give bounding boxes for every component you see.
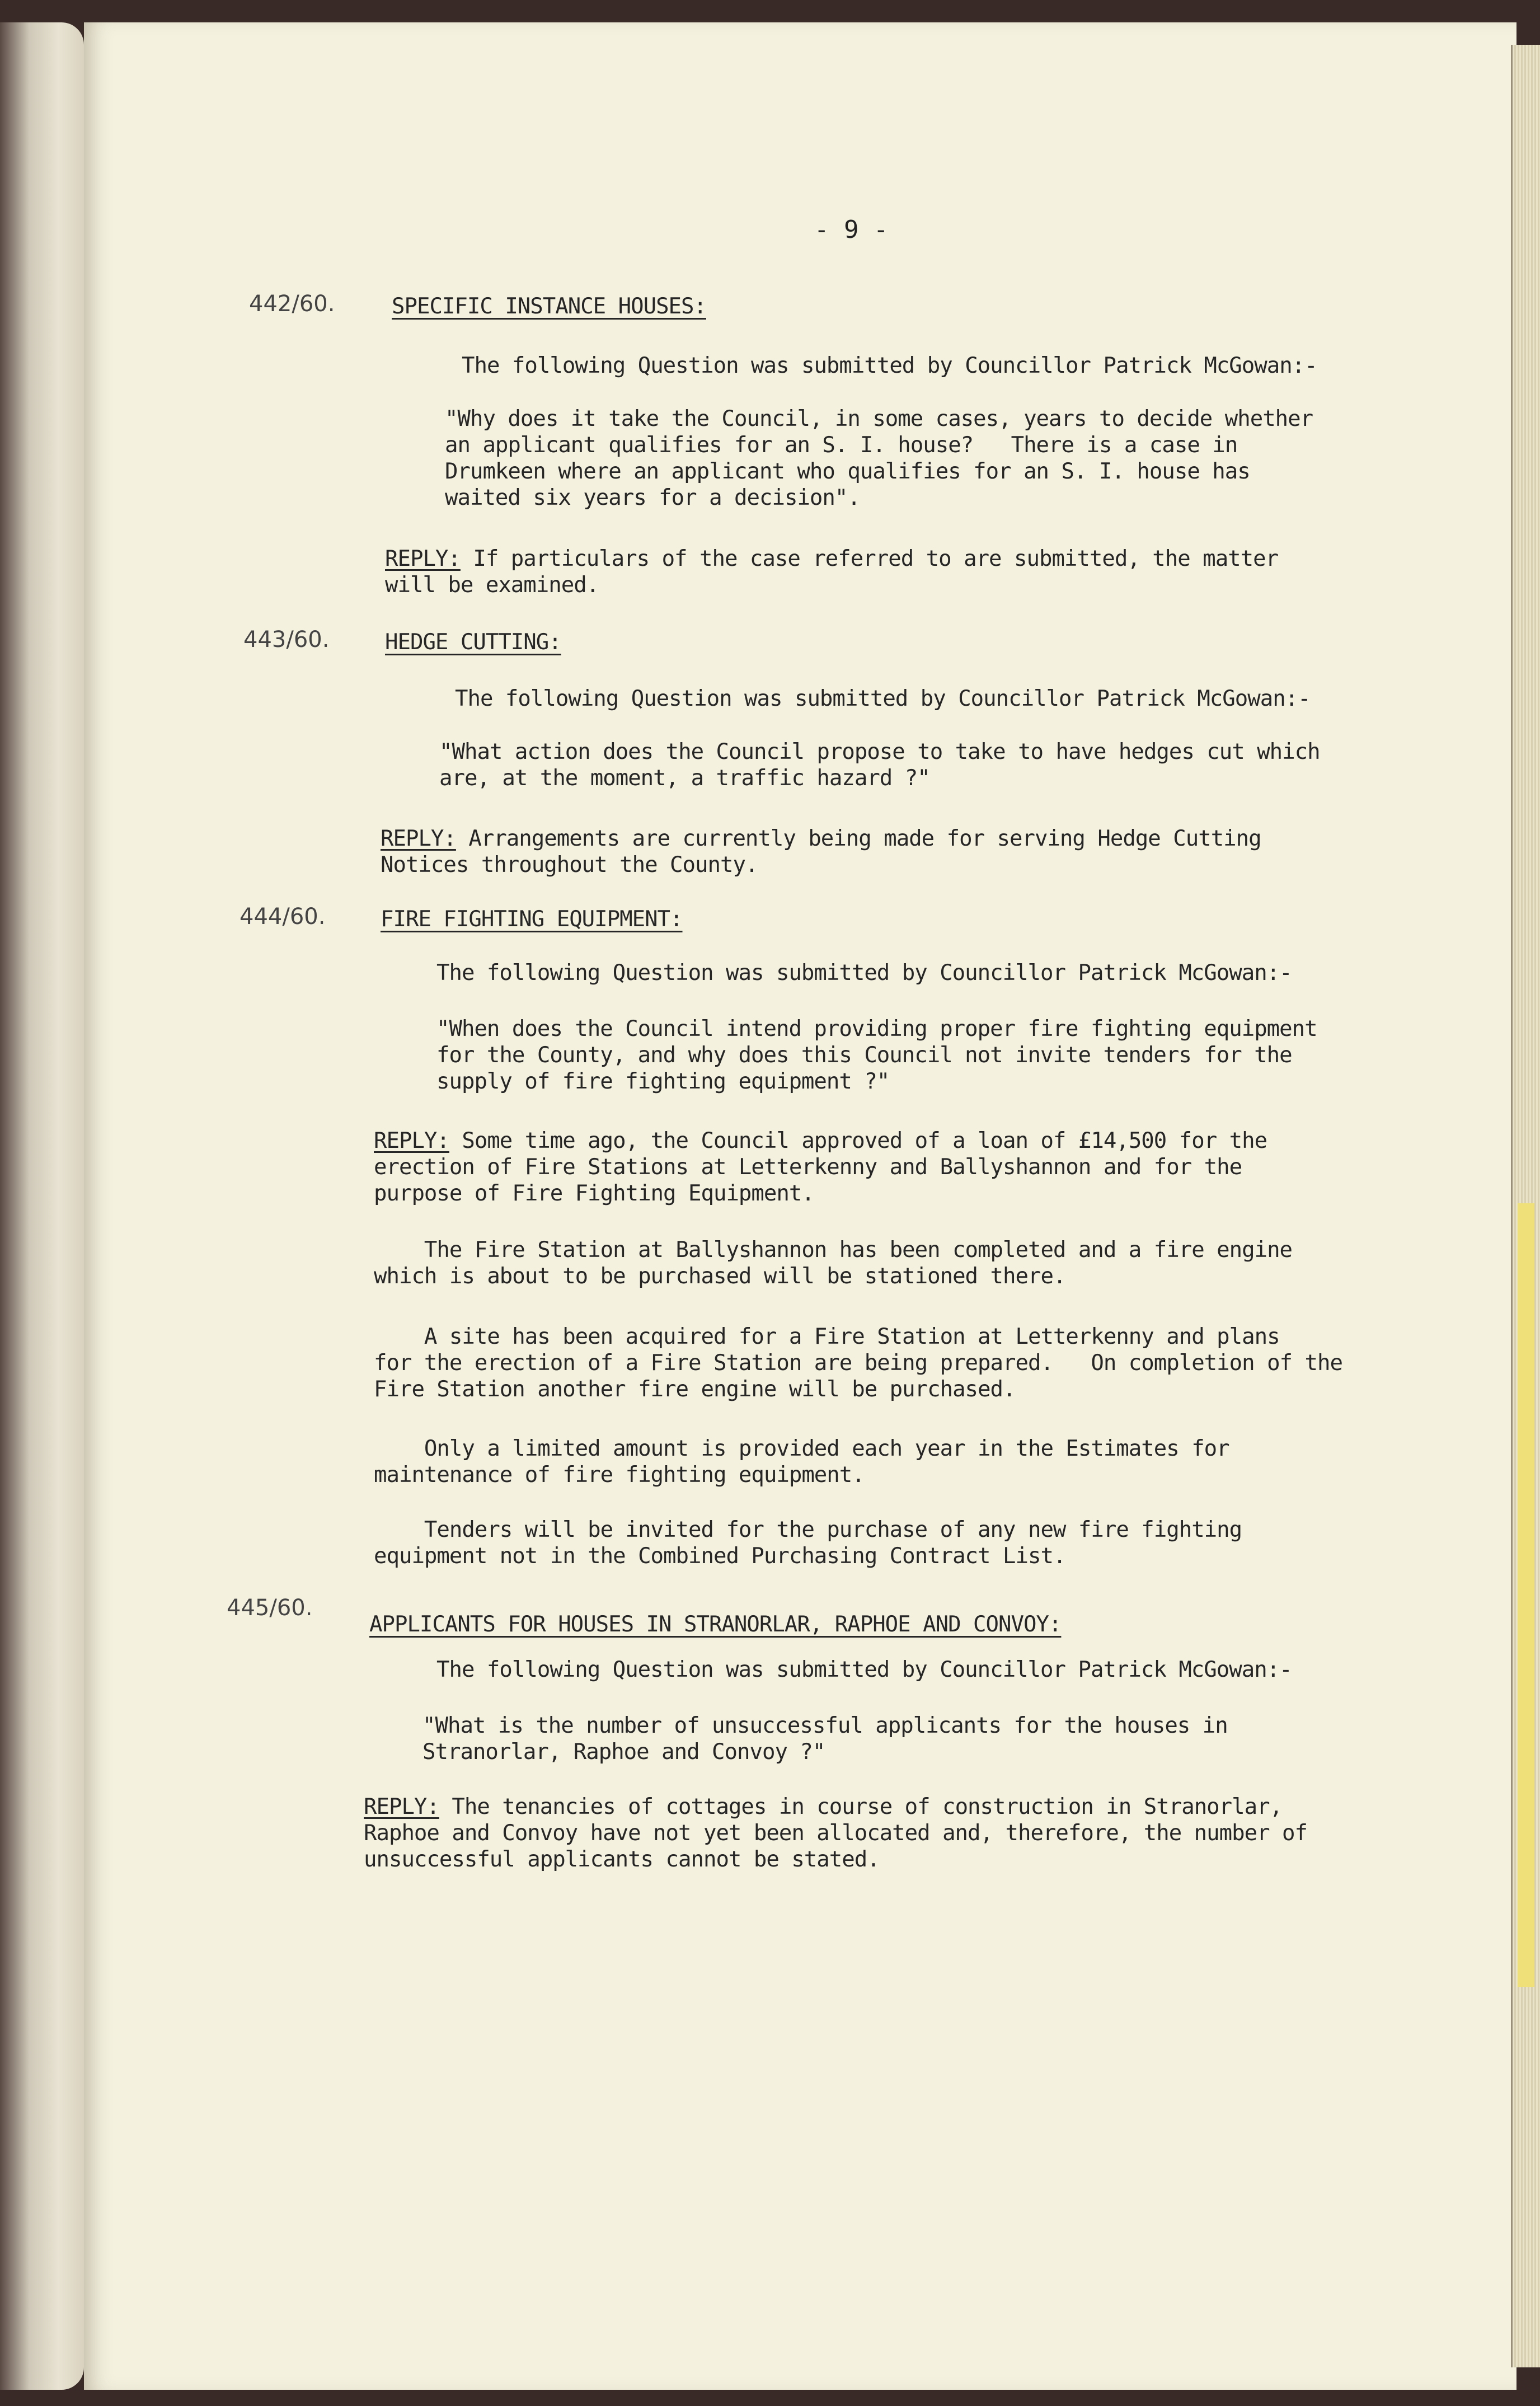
reply-text: If particulars of the case referred to are submitted, the matter will be examined. <box>385 546 1279 598</box>
item-reply <box>374 1128 1267 1207</box>
item-reply <box>381 826 1261 878</box>
item-ref: 442/60. <box>249 291 335 317</box>
item-question: "When does the Council intend providing proper fire fighting equipment for the County, and why does this Council not invite tenders for the supply of fire fighting equipment ?" <box>436 1016 1317 1094</box>
item-heading: FIRE FIGHTING EQUIPMENT: <box>381 907 683 932</box>
item-reply <box>364 1794 1307 1873</box>
reply-text: The tenancies of cottages in course of construction in Stranorlar, Raphoe and Convoy have not yet been allocated and, therefore, the number of unsuccessful applicants cannot be stated. <box>364 1794 1307 1872</box>
item-ref: 443/60. <box>243 627 330 653</box>
item-heading: SPECIFIC INSTANCE HOUSES: <box>392 294 706 319</box>
item-intro: The following Question was submitted by Councillor Patrick McGowan:- <box>455 686 1311 711</box>
item-paragraph: Tenders will be invited for the purchase of any new fire fighting equipment not in the Combined Purchasing Contract List. <box>374 1517 1242 1569</box>
item-intro: The following Question was submitted by Councillor Patrick McGowan:- <box>436 960 1292 986</box>
reply-label: REPLY: <box>381 826 456 851</box>
reply-label: REPLY: <box>374 1128 449 1153</box>
page-edge-tab <box>1518 1203 1534 1987</box>
item-intro: The following Question was submitted by Councillor Patrick McGowan:- <box>462 353 1317 378</box>
item-question: "What action does the Council propose to take to have hedges cut which are, at the moment, a traffic hazard ?" <box>439 739 1320 791</box>
item-reply <box>385 546 1278 598</box>
item-question: "What is the number of unsuccessful applicants for the houses in Stranorlar, Raphoe and Convoy ?" <box>422 1713 1228 1765</box>
item-intro: The following Question was submitted by Councillor Patrick McGowan:- <box>436 1657 1292 1682</box>
reply-text: Arrangements are currently being made for serving Hedge Cutting Notices throughout the County. <box>381 826 1261 878</box>
item-heading: APPLICANTS FOR HOUSES IN STRANORLAR, RAPHOE AND CONVOY: <box>369 1612 1062 1637</box>
item-heading: HEDGE CUTTING: <box>385 630 561 655</box>
page-number: - 9 - <box>814 215 889 244</box>
item-question: "Why does it take the Council, in some cases, years to decide whether an applicant qualifies for an S. I. house? There is a case in Drumkeen where an applicant who qualifies for an S. I. house has waited six years for a decision". <box>445 406 1313 510</box>
item-paragraph: The Fire Station at Ballyshannon has been completed and a fire engine which is about to be purchased will be stationed there. <box>374 1237 1293 1289</box>
item-paragraph: Only a limited amount is provided each year in the Estimates for maintenance of fire fighting equipment. <box>374 1436 1229 1488</box>
item-ref: 445/60. <box>227 1595 313 1621</box>
reply-text: Some time ago, the Council approved of a loan of £14,500 for the erection of Fire Stations at Letterkenny and Ballyshannon and for the purpose of Fire Fighting Equipment. <box>374 1128 1267 1206</box>
item-ref: 444/60. <box>240 904 326 930</box>
book-binding <box>0 22 84 2390</box>
reply-label: REPLY: <box>385 546 461 571</box>
item-paragraph: A site has been acquired for a Fire Station at Letterkenny and plans for the erection of a Fire Station are being prepared. On completion of the Fire Station another fire engine will be purchased. <box>374 1324 1342 1402</box>
reply-label: REPLY: <box>364 1794 439 1819</box>
